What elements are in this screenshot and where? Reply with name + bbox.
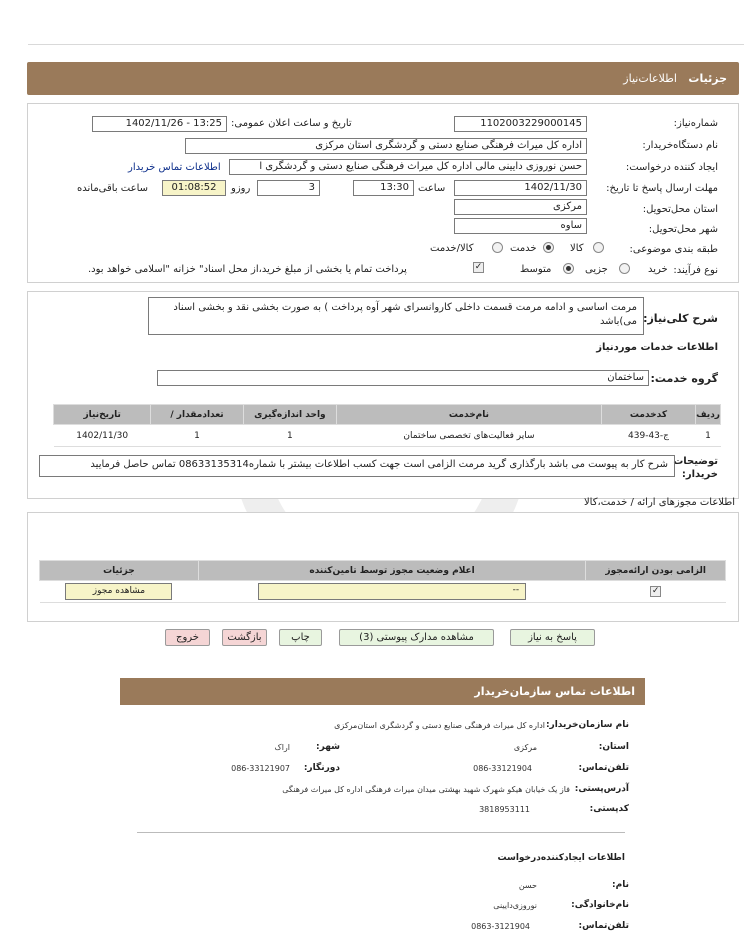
contact-divider [137,832,625,833]
contact-city-value: اراک [274,743,290,752]
process-option-medium: متوسط [520,264,552,275]
org-value: اداره کل میراث فرهنگی صنایع دستی و گردشگری استان‌مرکزی [334,721,545,730]
deadline-time-field[interactable]: 13:30 [353,180,414,196]
group-label: گروه خدمت: [650,372,718,385]
remaining-time-field: 01:08:52 [162,180,226,196]
description-text[interactable]: مرمت اساسی و ادامه مرمت قسمت داخلی کاروانسرای شهر آوه پرداخت ) به صورت بخشی نقد و بخشی اسناد می)باشد [148,297,644,335]
contact-city-label: شهر: [316,742,340,752]
cell-row: 1 [696,425,721,447]
cell-date: 1402/11/30 [54,425,151,447]
postal-value: 3818953111 [479,805,530,814]
announce-field[interactable]: 1402/11/26 - 13:25 [92,116,227,132]
page-header [27,62,739,95]
services-title: اطلاعات خدمات موردنیاز [596,342,718,353]
process-option-minor: جزیی [585,264,608,275]
view-documents-button[interactable]: مشاهده مدارک پیوستی (3) [339,629,494,646]
process-radio-medium[interactable] [563,263,574,274]
need-number-label: شماره‌نیاز: [673,118,718,129]
creator-label: ایجاد کننده درخواست: [625,162,718,173]
permit-required-checkbox[interactable]: ✓ [651,586,660,596]
creator-title: اطلاعات ایجاد‌کننده‌درخواست [497,853,625,863]
cell-unit: 1 [243,425,336,447]
buyer-contact-link[interactable]: اطلاعات تماس خریدار [128,162,221,173]
contact-title: اطلاعات تماس سازمان‌خریدار [474,685,635,698]
deadline-label: مهلت ارسال پاسخ تا تاریخ: [606,183,718,194]
payment-checkbox[interactable]: ✓ [474,262,483,272]
buyer-notes-text[interactable]: شرح کار به پیوست می باشد بارگذاری گرید مرمت الزامی است جهت کسب اطلاعات بیشتر با شماره08633135314 تماس حاصل فرمایید [39,455,675,477]
org-label: نام سازمان‌خریدار: [545,720,629,730]
header-subtitle[interactable]: اطلاعات‌نیاز [623,72,677,85]
permit-status-field[interactable]: -- [258,583,526,600]
buyer-notes-label: توضیحات خریدار: [673,456,718,480]
table-row [54,425,721,447]
print-button[interactable]: چاپ [279,629,322,646]
address-label: آدرس‌پستی: [574,784,629,794]
category-option-goods: کالا [570,243,584,254]
payment-note: پرداخت تمام یا بخشی از مبلغ خرید،از محل اسناد" خزانه "اسلامی خواهد بود. [88,264,407,275]
permits-title: اطلاعات مجوزهای ارائه / خدمت،کالا [583,497,735,508]
category-label: طبقه بندی موضوعی: [629,244,718,255]
col-permit-required: الزامی بودن ارائه‌مجوز [586,561,726,581]
creator-phone-label: تلفن‌تماس: [578,921,629,931]
days-label: روزو [231,183,251,194]
reply-button[interactable]: پاسخ به نیاز [510,629,595,646]
group-field[interactable]: ساختمان [157,370,649,386]
col-unit: واحد اندازه‌گیری [243,405,336,425]
category-radio-goods-service[interactable] [492,242,503,253]
province-field[interactable]: مرکزی [454,199,587,215]
col-name: نام‌خدمت [337,405,602,425]
time-label: ساعت [418,183,446,194]
top-divider [28,44,744,45]
cell-quantity: 1 [151,425,243,447]
col-date: تاریخ‌نیاز [54,405,151,425]
creator-phone-value: 0863-3121904 [471,922,530,931]
deadline-date-field[interactable]: 1402/11/30 [454,180,587,196]
buyer-field[interactable]: اداره کل میراث فرهنگی صنایع دستی و گردشگری استان مرکزی [185,138,587,154]
process-radio-purchase[interactable] [619,263,630,274]
province-label: استان محل‌تحویل: [642,204,718,215]
col-code: کدخدمت [601,405,695,425]
days-field[interactable]: 3 [257,180,320,196]
city-field[interactable]: ساوه [454,218,587,234]
header-title[interactable]: جزئیات [688,72,727,85]
category-option-goods-service: کالا/خدمت [430,243,474,254]
creator-name-label: نام: [612,880,629,890]
col-permit-status: اعلام وضعیت مجوز توسط تامین‌کننده [198,561,586,581]
services-table [53,404,721,447]
view-permit-button[interactable]: مشاهده مجوز [65,583,172,600]
announce-label: تاریخ و ساعت اعلان عمومی: [231,118,352,129]
fax-label: دورنگار: [303,763,340,773]
cell-name: سایر فعالیت‌های تخصصی ساختمان [337,425,602,447]
creator-name-value: حسن [518,881,537,890]
address-value: فاز یک خیابان هیکو شهرک شهید بهشتی میدان میراث فرهنگی اداره کل میراث فرهنگی [282,785,570,794]
col-permit-details: جزئیات [40,561,199,581]
col-row: ردیف [696,405,721,425]
city-label: شهر محل‌تحویل: [648,224,718,235]
category-radio-service[interactable] [543,242,554,253]
creator-family-label: نام‌خانوادگی: [571,900,629,910]
phone-value: 086-33121904 [473,764,532,773]
creator-family-value: نوروزی‌دایینی [493,901,537,910]
category-radio-goods[interactable] [593,242,604,253]
process-label: نوع فرآیند: [673,265,718,276]
need-number-field[interactable]: 1102003229000145 [454,116,587,132]
permits-table [39,560,726,603]
back-button[interactable]: بازگشت [222,629,267,646]
postal-label: کد‌پستی: [589,804,629,814]
cell-code: ج-43-439 [601,425,695,447]
contact-province-value: مرکزی [513,743,537,752]
buyer-label: نام دستگاه‌خریدار: [642,140,718,151]
table-row [40,581,726,603]
process-option-purchase: خرید [648,264,668,275]
col-quantity: تعداد‌مقدار / [151,405,243,425]
remaining-label: ساعت باقی‌مانده [77,183,149,194]
description-label: شرح کلی‌نیاز: [643,312,718,325]
contact-header [120,678,645,705]
contact-province-label: استان: [598,742,629,752]
category-option-service: خدمت [510,243,537,254]
phone-label: تلفن‌تماس: [578,763,629,773]
exit-button[interactable]: خروج [165,629,210,646]
fax-value: 086-33121907 [231,764,290,773]
creator-field[interactable]: حسن نوروزی دایینی مالی اداره کل میراث فرهنگی صنایع دستی و گردشگری ا [229,159,587,175]
